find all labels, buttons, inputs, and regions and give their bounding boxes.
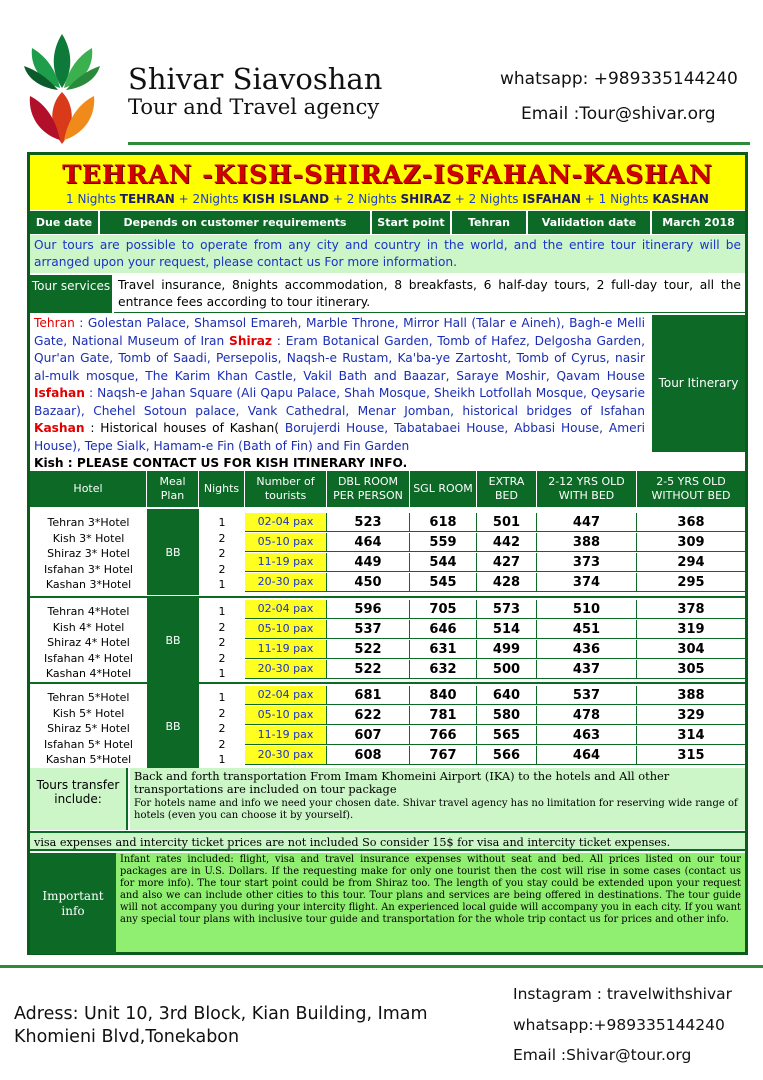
hotel-list: Tehran 4*Hotel Kish 4* Hotel Shiraz 4* Hotel Isfahan 4* Hotel Kashan 4*Hotel — [44, 605, 133, 681]
table-row: 11-19 pax 449 544 427 373 294 — [245, 553, 745, 572]
price-group-3star — [30, 509, 745, 595]
itinerary-text: Tehran : Golestan Palace, Shamsol Emareh, Marble Throne, Mirror Hall (Talar e Aineh), Bagh-e Melli Gate, National Museum of Iran Shiraz : Eram Botanical Garden, Tomb of Hafez, Delgosha Garden, Qur'an Gate, Tomb of Saadi, Persepolis, Naqsh-e Rustam, Ka'ba-ye Zartosht, Tomb of Cyrus, nasir al-mulk mosque, The Karim Khan Castle, Vakil Bath and Baazar, Saraye Moshir, Qavam House Isfahan : Naqsh-e Jahan Square (Ali Qapu Palace, Shah Mosque, Sheikh Lotfollah Mosque, Qeysarie Bazaar), Chehel Sotoun palace, Vank Cathedral, Menar Jomban, historical bridges of Isfahan Kashan : Historical houses of Kashan( Borujerdi House, Tabatabaei House, Abbasi House, Ameri House), Tepe Sialk, Hamam-e Fin (Bath of Fin) and Fin Garden Kish : PLEASE CONTACT US FOR KISH ITINERARY INFO. — [34, 316, 646, 470]
tour-title: TEHRAN -KISH-SHIRAZ-ISFAHAN-KASHAN — [62, 160, 713, 189]
col-tourists: Number of tourists — [245, 471, 327, 507]
meal-plan: BB — [147, 684, 199, 768]
col-extra: EXTRA BED — [477, 471, 537, 507]
operation-notice: Our tours are possible to operate from any city and country in the world, and the entire tour itinerary will be arranged upon your request, please contact us For more information. — [30, 235, 745, 273]
meal-plan: BB — [147, 598, 199, 682]
footer-divider — [0, 965, 763, 968]
company-logo — [22, 30, 102, 148]
footer-instagram[interactable]: Instagram : travelwithshivar — [513, 985, 733, 1003]
table-row: 20-30 pax 450 545 428 374 295 — [245, 573, 745, 592]
important-text: Infant rates included: flight, visa and travel insurance expenses without seat and bed. All prices listed on our tour packages are in U.S. Dollars. If the requesting make for only one tourist then the cost will rise in some cases (contact us for more info). The tour start point could be from Shiraz too. The length of you stay could be extended upon your request and also we can include other cities to this tour. Tour plans and services are being offered in destinations. The tour guide will not accompany you during your intercity flight. An experienced local guide will accompany you in each city. If you want any special tour plans with inclusive tour guide and transportation for the whole trip contact us for prices and other info. — [116, 853, 745, 952]
table-row: 11-19 pax 522 631 499 436 304 — [245, 640, 745, 659]
col-hotel: Hotel — [30, 471, 147, 507]
header-email[interactable]: Email :Tour@shivar.org — [521, 104, 716, 124]
table-row: 05-10 pax 464 559 442 388 309 — [245, 533, 745, 552]
table-row: 20-30 pax 522 632 500 437 305 — [245, 660, 745, 679]
nights-list: 1 2 2 2 1 — [218, 516, 226, 592]
hotel-list: Tehran 3*Hotel Kish 3* Hotel Shiraz 3* Hotel Isfahan 3* Hotel Kashan 3*Hotel — [44, 516, 133, 592]
important-label: Important info — [30, 853, 116, 954]
services-label: Tour services — [30, 275, 112, 313]
services-text: Travel insurance, 8nights accommodation, 8 breakfasts, 6 half-day tours, 2 full-day tour, all the entrance fees according to tour itinerary. — [114, 275, 745, 313]
validation-date-value: March 2018 — [652, 211, 745, 234]
brand-name: Shivar Siavoshan — [128, 62, 383, 96]
itinerary-label: Tour Itinerary — [652, 315, 745, 452]
start-point-label: Start point — [372, 211, 452, 234]
validation-date-label: Validation date — [528, 211, 652, 234]
table-row: 02-04 pax 681 840 640 537 388 — [245, 686, 745, 705]
col-nights: Nights — [199, 471, 245, 507]
header-divider — [128, 142, 750, 145]
transfer-text: Back and forth transportation From Imam Khomeini Airport (IKA) to the hotels and All other transportations are included on tour package For hotels name and info we need your chosen date. Shivar travel agency has no limitation for reserving wide range of hotels (even you can choose it by yourself). — [130, 768, 745, 830]
price-group-4star — [30, 596, 745, 682]
table-row: 02-04 pax 523 618 501 447 368 — [245, 513, 745, 532]
meal-plan: BB — [147, 509, 199, 595]
footer-address: Adress: Unit 10, 3rd Block, Kian Building, Imam Khomieni Blvd,Tonekabon — [14, 1004, 428, 1047]
table-row: 05-10 pax 537 646 514 451 319 — [245, 620, 745, 639]
due-date-value: Depends on customer requirements — [100, 211, 372, 234]
price-group-5star — [30, 682, 745, 768]
visa-note: visa expenses and intercity ticket prices are not included So consider 15$ for visa and intercity ticket expenses. — [30, 831, 745, 851]
table-row: 11-19 pax 607 766 565 463 314 — [245, 726, 745, 745]
nights-list: 1 2 2 2 1 — [218, 605, 226, 681]
nights-list: 1 2 2 2 1 — [218, 691, 226, 767]
transfer-label: Tours transfer include: — [30, 768, 128, 830]
table-row: 05-10 pax 622 781 580 478 329 — [245, 706, 745, 725]
brand-tagline: Tour and Travel agency — [128, 95, 380, 119]
due-date-label: Due date — [30, 211, 100, 234]
kish-note: Kish : PLEASE CONTACT US FOR KISH ITINERARY INFO. — [34, 456, 408, 470]
col-meal-plan: Meal Plan — [147, 471, 199, 507]
footer-whatsapp[interactable]: whatsapp:+989335144240 — [513, 1016, 725, 1034]
col-dbl: DBL ROOM PER PERSON — [327, 471, 410, 507]
start-point-value: Tehran — [452, 211, 528, 234]
header-whatsapp[interactable]: whatsapp: +989335144240 — [500, 69, 738, 89]
table-row: 02-04 pax 596 705 573 510 378 — [245, 600, 745, 619]
col-child-nobed: 2-5 YRS OLD WITHOUT BED — [637, 471, 745, 507]
table-row: 20-30 pax 608 767 566 464 315 — [245, 746, 745, 765]
tour-banner — [30, 155, 745, 210]
hotel-note: For hotels name and info we need your chosen date. Shivar travel agency has no limitation for reserving wide range of hotels (even you can choose it by yourself). — [134, 798, 738, 821]
hotel-list: Tehran 5*Hotel Kish 5* Hotel Shiraz 5* Hotel Isfahan 5* Hotel Kashan 5*Hotel — [44, 691, 133, 767]
tour-sheet — [27, 152, 748, 955]
footer-email[interactable]: Email :Shivar@tour.org — [513, 1046, 692, 1064]
tour-subtitle: 1 Nights TEHRAN + 2Nights KISH ISLAND + 2 Nights SHIRAZ + 2 Nights ISFAHAN + 1 Nights KASHAN — [66, 192, 709, 206]
col-child-bed: 2-12 YRS OLD WITH BED — [537, 471, 637, 507]
col-sgl: SGL ROOM — [410, 471, 477, 507]
